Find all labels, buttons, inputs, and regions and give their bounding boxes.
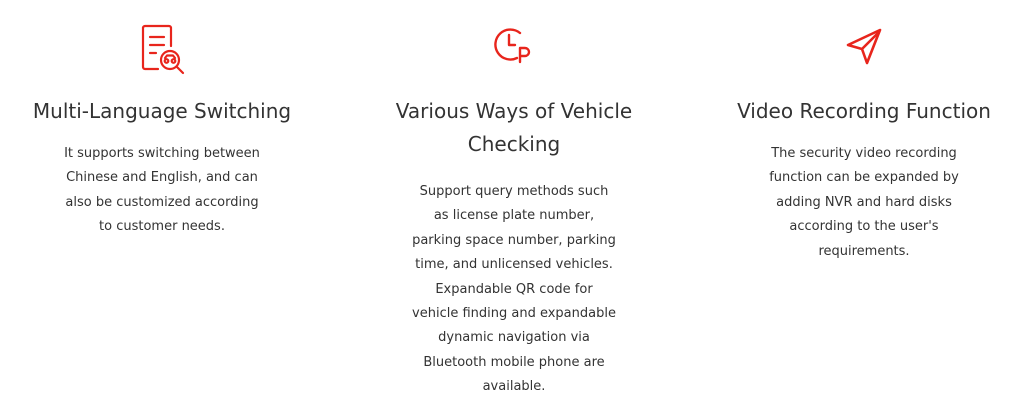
clock-parking-icon <box>374 24 654 76</box>
feature-title: Various Ways of Vehicle Checking <box>395 99 633 156</box>
feature-title: Video Recording Function <box>737 99 991 123</box>
feature-description: The security video recording function can be expanded by adding NVR and hard disks according to the user's requirements. <box>769 146 959 259</box>
feature-video-recording <box>724 0 1004 264</box>
feature-description: It supports switching between Chinese and English, and can also be customized according to customer needs. <box>64 146 260 235</box>
navigation-arrow-icon <box>724 24 1004 76</box>
feature-multi-language <box>22 0 302 240</box>
document-search-icon <box>22 24 302 76</box>
feature-title: Multi-Language Switching <box>32 99 292 123</box>
feature-description: Support query methods such as license plate number, parking space number, parking time, and unlicensed vehicles. Expandable QR code for vehicle finding and expandable dynamic navigation via Bluetooth mobile phone are available. <box>412 184 616 395</box>
feature-vehicle-checking <box>374 0 654 400</box>
